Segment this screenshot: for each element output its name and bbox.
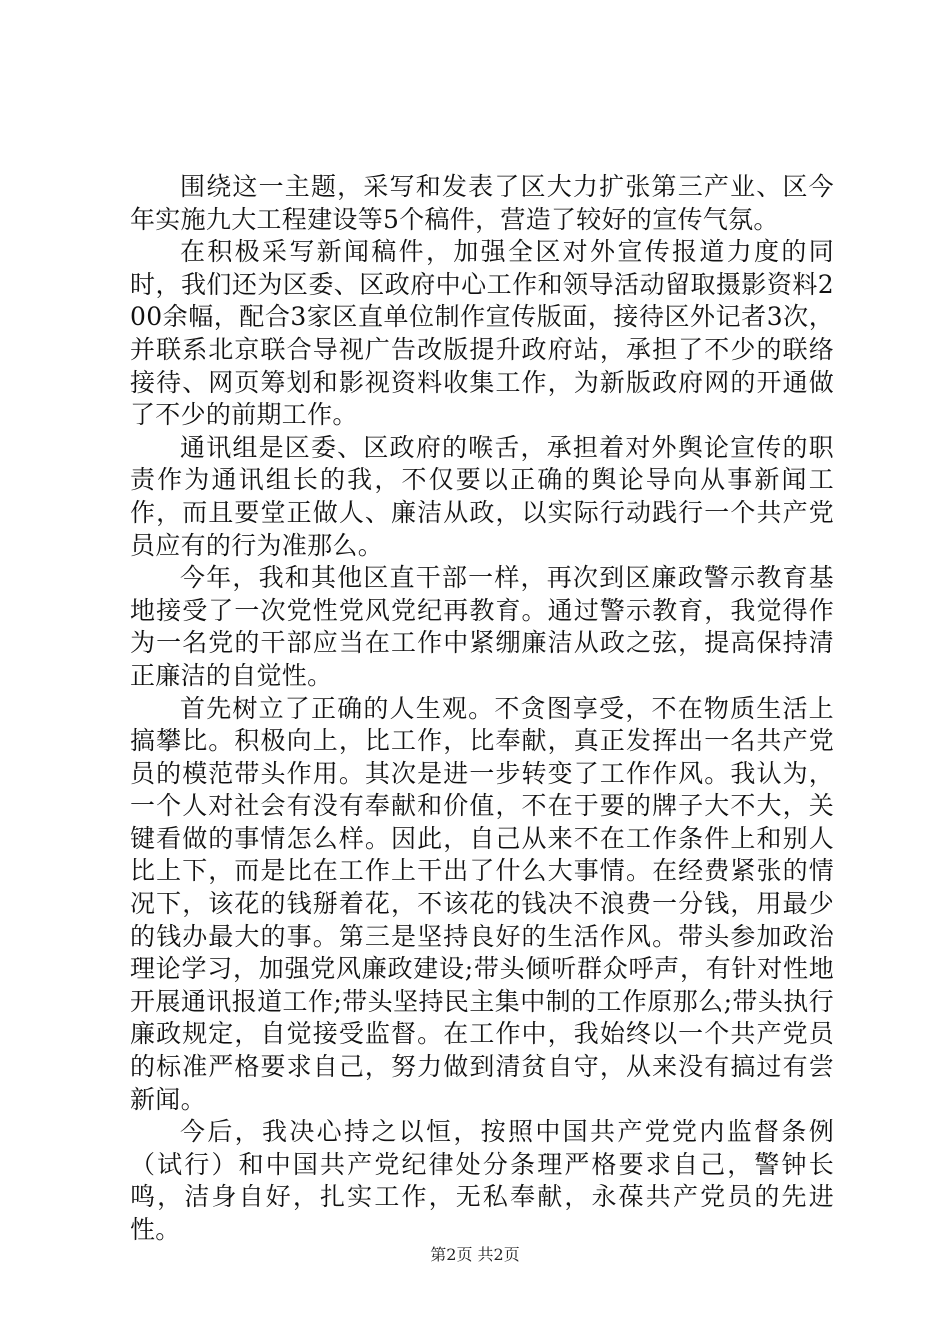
paragraph-1: 围绕这一主题，采写和发表了区大力扩张第三产业、区今年实施九大工程建设等5个稿件，营造了较好的宣传气氛。 bbox=[130, 172, 834, 234]
page-number-footer: 第2页 共2页 bbox=[430, 1245, 520, 1264]
paragraph-2: 在积极采写新闻稿件，加强全区对外宣传报道力度的同时，我们还为区委、区政府中心工作和领导活动留取摄影资料200余幅，配合3家区直单位制作宣传版面，接待区外记者3次，并联系北京联合导视广告改版提升政府站，承担了不少的联络接待、网页筹划和影视资料收集工作，为新版政府网的开通做了不少的前期工作。 bbox=[130, 237, 834, 430]
paragraph-4: 今年，我和其他区直干部一样，再次到区廉政警示教育基地接受了一次党性党风党纪再教育。通过警示教育，我觉得作为一名党的干部应当在工作中紧绷廉洁从政之弦，提高保持清正廉洁的自觉性。 bbox=[130, 563, 834, 690]
paragraph-6: 今后，我决心持之以恒，按照中国共产党党内监督条例（试行）和中国共产党纪律处分条理严格要求自己，警钟长鸣，洁身自好，扎实工作，无私奉献，永葆共产党员的先进性。 bbox=[130, 1117, 834, 1244]
document-body bbox=[130, 171, 834, 1247]
paragraph-5: 首先树立了正确的人生观。不贪图享受，不在物质生活上搞攀比。积极向上，比工作，比奉献，真正发挥出一名共产党员的模范带头作用。其次是进一步转变了工作作风。我认为，一个人对社会有没有奉献和价值，不在于要的牌子大不大，关键看做的事情怎么样。因此，自己从来不在工作条件上和别人比上下，而是比在工作上干出了什么大事情。在经费紧张的情况下，该花的钱掰着花，不该花的钱决不浪费一分钱，用最少的钱办最大的事。第三是坚持良好的生活作风。带头参加政治理论学习，加强党风廉政建设;带头倾听群众呼声，有针对性地开展通讯报道工作;带头坚持民主集中制的工作原那么;带头执行廉政规定，自觉接受监督。在工作中，我始终以一个共产党员的标准严格要求自己，努力做到清贫自守，从来没有搞过有尝新闻。 bbox=[130, 693, 834, 1114]
paragraph-3: 通讯组是区委、区政府的喉舌，承担着对外舆论宣传的职责作为通讯组长的我，不仅要以正确的舆论导向从事新闻工作，而且要堂正做人、廉洁从政，以实际行动践行一个共产党员应有的行为准那么。 bbox=[130, 432, 834, 560]
